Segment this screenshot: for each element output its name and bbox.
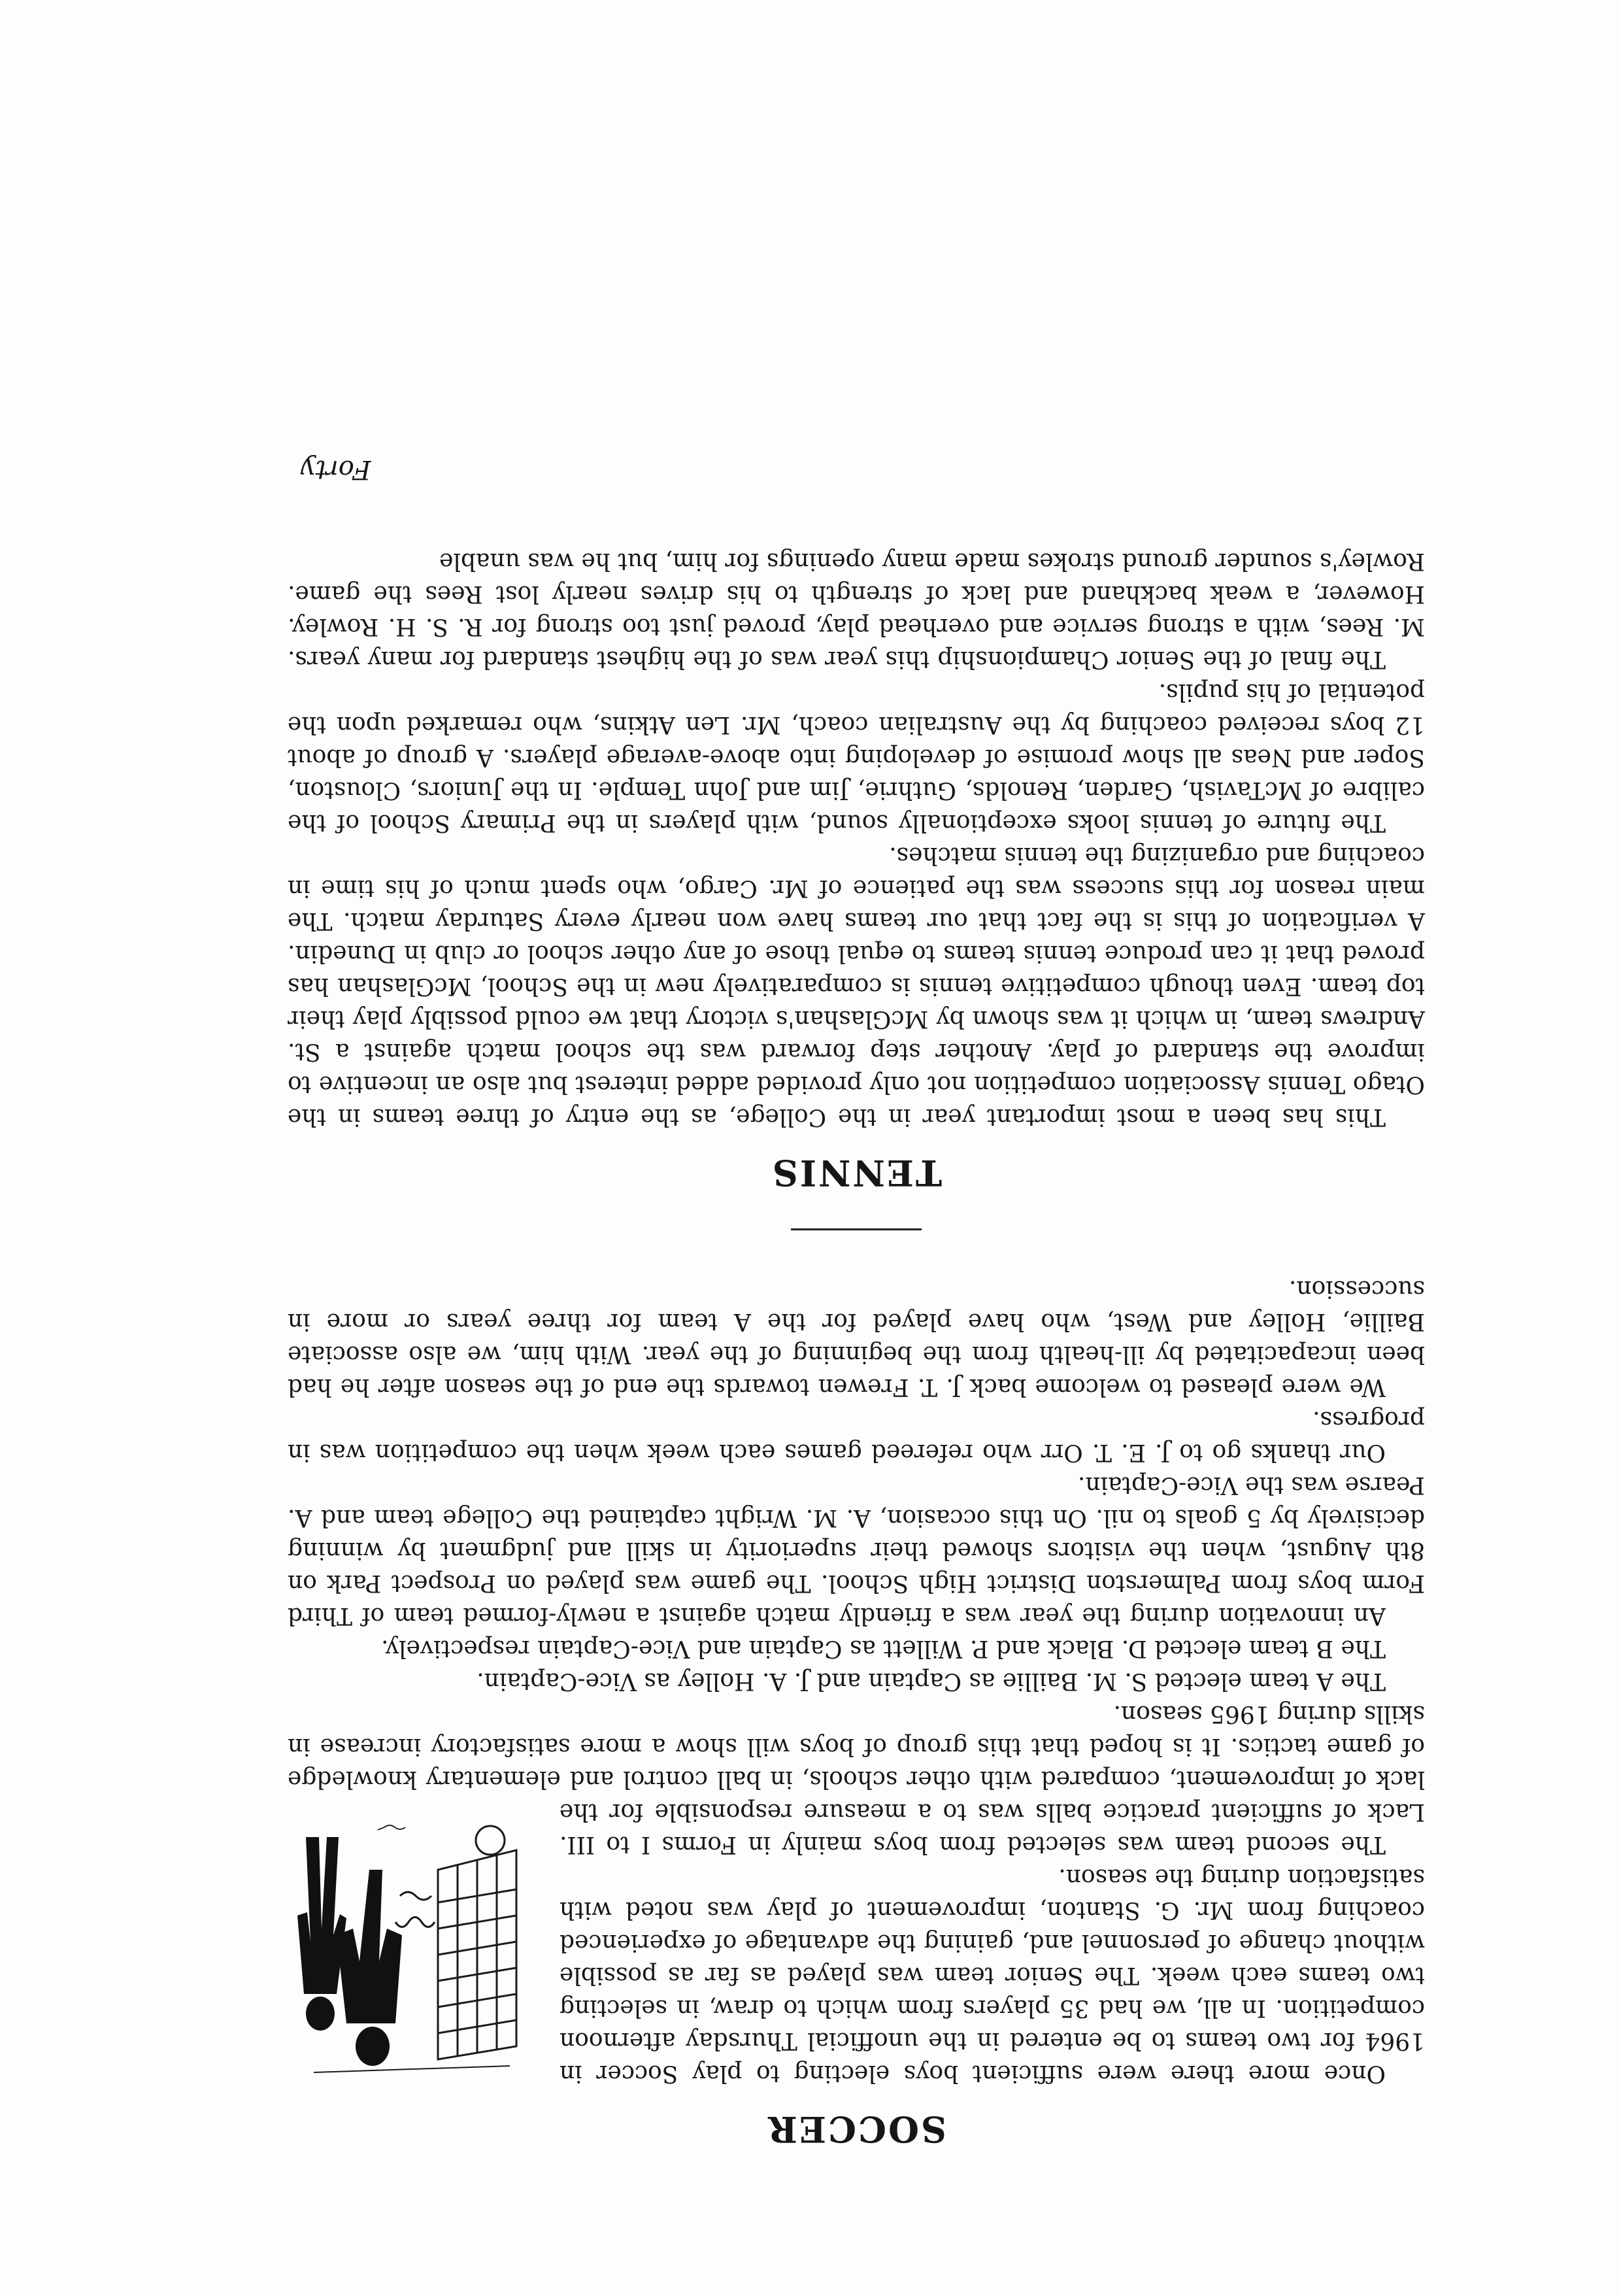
section-divider bbox=[791, 1228, 922, 1230]
soccer-paragraph: We were pleased to welcome back J. T. Frewen towards the end of the season after he had been incapacitated by ill-health from the beginning of the year. With him, we also associate Baillie, Holley and West, who have played for the A team for three years or more in succession. bbox=[288, 1275, 1425, 1400]
page-label: Forty bbox=[301, 454, 371, 484]
soccer-paragraph: Once more there were sufficient boys electing to play Soccer in 1964 for two teams to be entered in the unofficial Thursday afternoon competition. In all, we had 35 players from which to draw, in selecting two teams each week. The Senior team was played as far as possible without change of personnel and, gaining the advantage of experienced coaching from Mr. G. Stanton, improvement of play was noted with satisfaction during the season. bbox=[560, 1864, 1425, 2087]
soccer-paragraph: An innovation during the year was a friendly match against a newly-formed team of Third Form boys from Palmerston District High School. The game was played on Prospect Park on 8th August, when the visitors showed their superiority in skill and judgment by winning decisively by 5 goals to nil. On this occasion, A. M. Wright captained the College team and A. Pearse was the Vice-Captain. bbox=[288, 1472, 1425, 1629]
soccer-heading: SOCCER bbox=[765, 2108, 947, 2150]
soccer-player-illustration bbox=[288, 1817, 536, 2085]
soccer-paragraph: The A team elected S. M. Baillie as Captain and J. A. Holley as Vice-Captain. bbox=[476, 1668, 1386, 1695]
soccer-paragraph: The B team elected D. Black and P. Willett as Captain and Vice-Captain respectively. bbox=[381, 1635, 1386, 1662]
tennis-article bbox=[288, 545, 1425, 1133]
soccer-article bbox=[288, 1272, 1425, 2089]
tennis-paragraph: The final of the Senior Championship this year was of the highest standard for many years. M. Rees, with a strong service and overhead play, proved just too strong for R. S. H. Rowley. However, a weak backhand and lack of strength to his drives nearly lost Rees the game. Rowley's sounder ground strokes made many openings for him, but he was unable bbox=[288, 548, 1425, 673]
tennis-paragraph: This has been a most important year in the College, as the entry of three teams in the Otago Tennis Association competition not only provided added interest but also an incentive to improve the standard of play. Another step forward was the school match against a St. Andrews team, in which it was shown by McGlashan's victory that we could possibly play their top team. Even though competitive tennis is comparatively new in the School, McGlashan has proved that it can produce tennis teams to equal those of any other school or club in Dunedin. A verification of this is the fact that our teams have won nearly every Saturday match. The main reason for this success was the patience of Mr. Cargo, who spent much of his time in coaching and organizing the tennis matches. bbox=[288, 842, 1425, 1130]
soccer-paragraph: The second team was selected from boys mainly in Forms I to III. Lack of sufficient practice balls was to a measure responsible for the lack of improvement, compared with other schools, in ball control and elementary knowledge of game tactics. It is hoped that this group of boys will show a more satisfactory increase in skills during 1965 season. bbox=[288, 1700, 1425, 1858]
soccer-paragraph: Our thanks go to J. E. T. Orr who refereed games each week when the competition was in progress. bbox=[288, 1406, 1425, 1466]
text-column bbox=[288, 453, 1425, 2150]
tennis-heading: TENNIS bbox=[770, 1152, 943, 1194]
tennis-paragraph: The future of tennis looks exceptionally sound, with players in the Primary School of the calibre of McTavish, Garden, Renolds, Guthrie, Jim and John Temple. In the Juniors, Clouston, Soper and Neas all show promise of developing into above-average players. A group of about 12 boys received coaching by the Australian coach, Mr. Len Atkins, who remarked upon the potential of his pupils. bbox=[288, 679, 1425, 836]
